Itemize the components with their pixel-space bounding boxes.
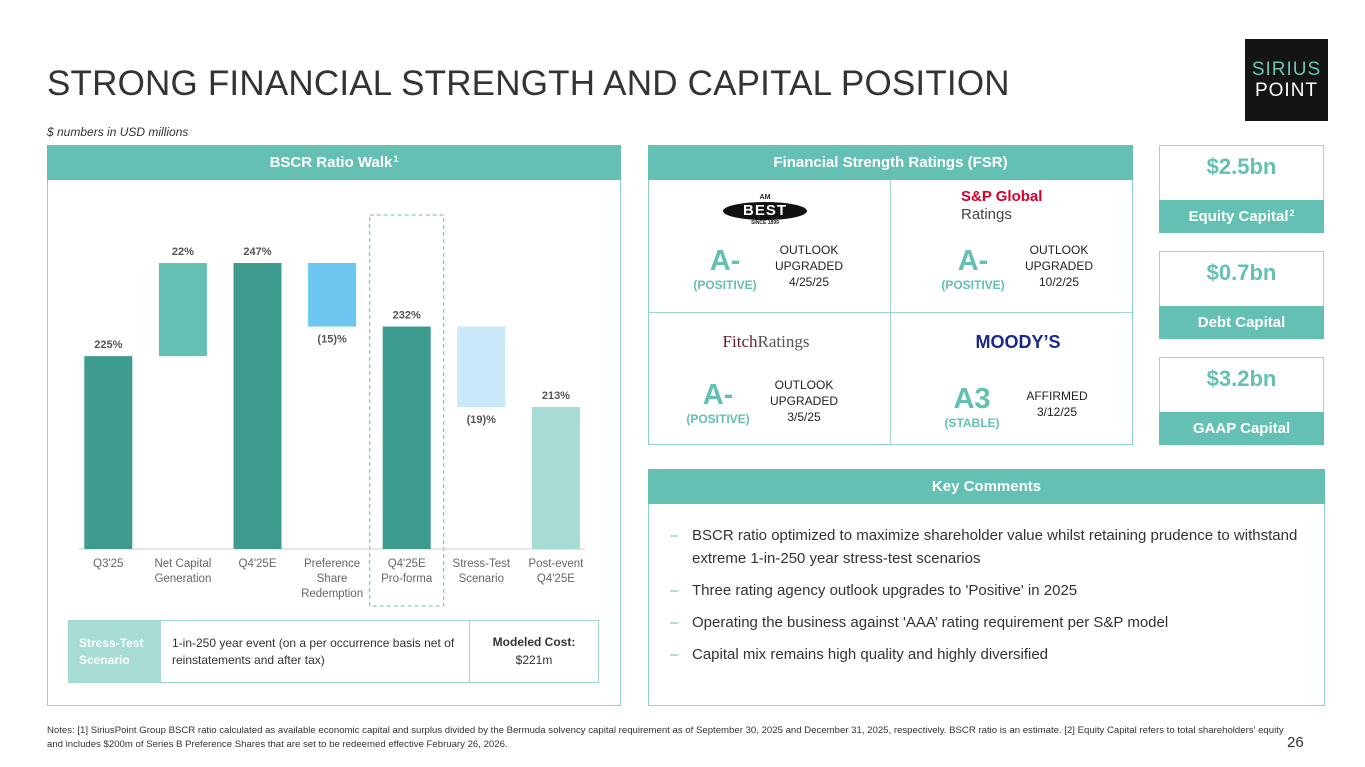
category-label: Post-event <box>528 558 584 570</box>
footnotes: Notes: [1] SiriusPoint Group BSCR ratio calculated as available economic capital and surplus divided by the Bermuda solvency capital requirement as of September 30, 2025 and December 31, 2025, respectively. BSCR ratio is an estimate. [2] Equity Capital refers to total shareholders' equity and includes $200m of Series B Preference Shares that are set to be redeemed effective February 26, 2026. <box>47 725 1284 750</box>
bar-value-label: 225% <box>94 339 123 352</box>
sp-note-line-1: OUTLOOK <box>1029 243 1089 257</box>
moodys-grade <box>926 384 1018 430</box>
bar-value-label: 232% <box>392 309 421 322</box>
key-comment-item <box>670 524 1310 570</box>
fitch-grade-value: A- <box>702 379 734 411</box>
am-best-note-line-3: 4/25/25 <box>788 275 830 289</box>
fitch-outlook: (POSITIVE) <box>686 412 750 426</box>
category-label: Redemption <box>301 588 364 600</box>
stress-test-description: 1-in-250 year event (on a per occurrence basis net of reinstatements and after tax) <box>172 636 455 667</box>
key-comment-text: BSCR ratio optimized to maximize shareholder value whilst retaining prudence to withstand extreme 1-in-250 year stress-test scenarios <box>692 527 1298 567</box>
sp-grade <box>927 246 1019 292</box>
bullet-dash: – <box>670 646 679 663</box>
waterfall-bar <box>84 356 132 549</box>
logo-line-1: SIRIUS <box>1251 59 1322 80</box>
category-label: Stress-Test <box>452 558 511 570</box>
equity-capital-label <box>1159 200 1324 233</box>
key-comment-item <box>670 643 1310 666</box>
bullet-dash: – <box>670 614 679 631</box>
category-label: Share <box>316 573 348 585</box>
category-label: Generation <box>154 573 212 585</box>
gaap-capital-amount: $3.2bn <box>1206 366 1277 391</box>
sp-note-line-2: UPGRADED <box>1024 259 1093 273</box>
equity-capital-label-text: Equity Capital <box>1188 208 1289 225</box>
debt-capital-label: Debt Capital <box>1159 306 1324 339</box>
fitch-logo-sub: Ratings <box>757 332 810 351</box>
gaap-capital-box <box>1159 357 1324 445</box>
category-label: Net Capital <box>154 558 212 570</box>
am-best-note-line-2: UPGRADED <box>774 259 843 273</box>
category-label: Q4'25E <box>238 558 277 570</box>
sp-global-logo <box>961 188 1069 224</box>
am-best-grade <box>679 246 771 292</box>
sp-logo-main: S&P Global <box>961 188 1043 205</box>
am-best-outlook: (POSITIVE) <box>693 278 757 292</box>
sp-outlook: (POSITIVE) <box>941 278 1005 292</box>
category-label: Scenario <box>458 573 504 585</box>
key-comments-header: Key Comments <box>648 469 1325 504</box>
sp-note <box>1009 242 1109 290</box>
category-label: Preference <box>303 558 361 570</box>
bar-value-label: 22% <box>171 246 194 258</box>
waterfall-bar <box>308 263 356 327</box>
fitch-note-line-1: OUTLOOK <box>774 378 834 392</box>
units-note: $ numbers in USD millions <box>47 125 189 139</box>
equity-footnote-mark: 2 <box>1289 207 1295 218</box>
am-best-logo-top: AM <box>759 194 771 201</box>
fitch-note <box>754 377 854 425</box>
key-comment-item <box>670 579 1310 602</box>
am-best-logo-main: BEST <box>723 202 807 220</box>
moodys-note-line-2: 3/12/25 <box>1036 405 1078 419</box>
moodys-grade-value: A3 <box>953 383 991 415</box>
fitch-grade <box>672 380 764 426</box>
stress-label-line-2: Scenario <box>79 653 130 667</box>
key-comment-text: Capital mix remains high quality and highly diversified <box>692 646 1049 663</box>
debt-capital-box <box>1159 251 1324 339</box>
sp-note-line-3: 10/2/25 <box>1038 275 1080 289</box>
waterfall-bar <box>457 327 505 407</box>
key-comment-item <box>670 611 1310 634</box>
page-number: 26 <box>1287 734 1304 751</box>
stress-test-box <box>68 620 599 683</box>
moodys-note <box>1007 388 1107 420</box>
moodys-logo: MOODY’S <box>975 332 1061 352</box>
debt-capital-amount: $0.7bn <box>1206 260 1277 285</box>
moodys-note-line-1: AFFIRMED <box>1026 389 1088 403</box>
gaap-capital-label: GAAP Capital <box>1159 412 1324 445</box>
category-label: Q3'25 <box>93 558 124 570</box>
fsr-divider-horizontal <box>649 312 1132 313</box>
bar-value-label: 213% <box>541 390 570 402</box>
stress-test-label <box>69 621 161 682</box>
waterfall-bar <box>532 407 580 549</box>
bar-value-label: 247% <box>243 246 272 258</box>
am-best-logo-sub: SINCE 1899 <box>751 220 779 226</box>
fsr-panel-header: Financial Strength Ratings (FSR) <box>648 145 1133 180</box>
am-best-grade-value: A- <box>709 245 741 277</box>
fitch-note-line-2: UPGRADED <box>769 394 838 408</box>
bullet-dash: – <box>670 527 679 544</box>
am-best-logo <box>723 194 807 226</box>
waterfall-bar <box>383 327 431 549</box>
key-comments-list <box>670 524 1310 675</box>
fitch-logo-main: Fitch <box>722 332 758 351</box>
stress-label-line-1: Stress-Test <box>79 636 144 650</box>
bullet-dash: – <box>670 582 679 599</box>
fitch-logo <box>701 332 831 352</box>
waterfall-bar <box>159 263 207 356</box>
category-label: Q4'25E <box>536 573 575 585</box>
key-comment-text: Three rating agency outlook upgrades to 'Positive' in 2025 <box>692 582 1078 599</box>
am-best-note-line-1: OUTLOOK <box>779 243 839 257</box>
modeled-cost-value: $221m <box>515 653 553 667</box>
am-best-note <box>759 242 859 290</box>
logo-line-2: POINT <box>1254 80 1319 101</box>
footnote-mark: 1 <box>393 153 399 164</box>
fsr-panel <box>648 145 1133 445</box>
page-title: STRONG FINANCIAL STRENGTH AND CAPITAL POSITION <box>47 64 1010 103</box>
bscr-panel-title: BSCR Ratio Walk <box>269 154 393 171</box>
modeled-cost-label: Modeled Cost: <box>492 635 576 649</box>
sp-logo-sub: Ratings <box>961 206 1012 223</box>
equity-capital-box <box>1159 145 1324 233</box>
waterfall-bar <box>234 263 282 549</box>
category-label: Pro-forma <box>381 573 433 585</box>
category-label: Q4'25E <box>387 558 426 570</box>
equity-capital-amount: $2.5bn <box>1206 154 1277 179</box>
fitch-note-line-3: 3/5/25 <box>787 410 821 424</box>
bar-value-label: (15)% <box>317 333 347 346</box>
modeled-cost <box>469 621 598 682</box>
key-comment-text: Operating the business against 'AAA’ rating requirement per S&P model <box>692 614 1169 631</box>
moodys-outlook: (STABLE) <box>944 416 1000 430</box>
bar-value-label: (19)% <box>466 414 496 426</box>
sp-grade-value: A- <box>957 245 989 277</box>
